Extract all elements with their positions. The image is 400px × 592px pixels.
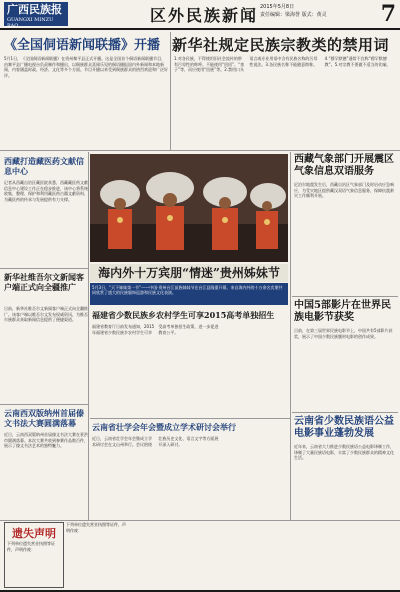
article-body: 近年来，云南省大力推进少数民族语公益电影译制工作，译制了大量民族语电影，丰富了少数民族群众的精神文化生活。 <box>294 444 394 460</box>
headline-tibet-medicine: 西藏打造藏医药文献信息中心 <box>4 156 84 176</box>
headline-tibet-weather: 西藏气象部门开展震区气象信息双语服务 <box>294 154 394 177</box>
issue-meta <box>260 3 380 19</box>
photo-caption-headline: 海内外十万宾朋“情迷”贵州姊妹节 <box>90 264 288 282</box>
notice-intro-repeat: 下列单位遗失营业执照等证件，声明作废： <box>66 522 126 533</box>
headline-calligraphy: 云南西双版纳州首届傣文书法大赛圆满落幕 <box>4 408 84 428</box>
notice-intro: 下列单位遗失营业执照等证件，声明作废： <box>7 541 55 552</box>
photo-caption-text: 5月3日，“天下姊妹第一节”——中国·贵州台江苗族姊妹节在台江县隆重开幕，来自海内外的十万余名宾朋共同欣赏了盛大的民族服饰巡游和民族文化表演。 <box>90 283 288 305</box>
section-divider <box>0 404 88 405</box>
headline-fujian-college: 福建省少数民族乡农村学生可享2015高考单独招生 <box>92 310 275 320</box>
logo-subtitle: GUANGXI MINZU BAO <box>7 17 54 29</box>
article-body: 尼泊尔地震发生后，西藏自治区气象部门及时启动应急响应，为受灾地区提供藏汉双语气象信息服务，保障抗震救灾工作顺利开展。 <box>294 182 394 198</box>
masthead <box>0 0 400 30</box>
editor-credit: 责任编辑：梁海誉 版式：黄灵 <box>260 12 327 18</box>
issue-date: 2015年5月8日 <box>260 4 295 10</box>
article-body: 5月1日，《全国侗语新闻联播》在贵州黎平县正式开播。这是全国首个侗语新闻联播节目，由黎平县广播电视台负责制作和播出，以侗族群众喜闻乐见的侗语播报国内外新闻和本地新闻，内容涵盖时政、经济、文化等多个方面。节目开播以来受到侗族群众的热烈欢迎和广泛好评。 <box>4 56 168 78</box>
section-divider <box>0 520 400 521</box>
lost-notice-box <box>4 522 64 588</box>
column-divider <box>290 152 291 520</box>
headline-xinhua-client: 新华社维吾尔文新闻客户端正式向全疆推广 <box>4 272 84 292</box>
notice-listings <box>66 522 316 588</box>
article-body: 福建省教育厅日前发布通知，2015年福建省少数民族乡农村学生可享受高考单独招生政策，进一步促进教育公平。 <box>92 324 219 335</box>
headline-china-films: 中国5部影片在世界民族电影节获奖 <box>294 300 391 323</box>
article-body: 记者从西藏自治区藏医院获悉，西藏藏医药文献信息中心建设工作正在稳步推进，该中心将系统收集、整理、保护和利用藏医药古籍文献资料，为藏医药的传承与发展提供有力支撑。 <box>4 180 88 202</box>
section-title: 区外民族新闻 <box>150 6 259 25</box>
article-body: 日前，在第三届世界民族电影节上，中国共有5部影片获奖，展示了中国少数民族题材电影的创作成果。 <box>294 328 393 339</box>
article-body: 近日，云南西双版纳州首届傣文书法大赛在景洪市圆满落幕。本次大赛共收到参赛作品数百件，展示了傣文书法艺术的独特魅力。 <box>4 432 88 448</box>
logo-text: 广西民族报 <box>7 3 62 16</box>
festival-photo-graphic <box>90 154 288 262</box>
column-divider <box>170 32 171 150</box>
notice-title: 遗失声明 <box>12 527 56 540</box>
headline-yunnan-film: 云南省少数民族语公益电影事业蓬勃发展 <box>294 416 394 439</box>
newspaper-logo <box>4 2 68 29</box>
section-divider <box>0 150 400 151</box>
article-body: 近日，云南省壮学会年会暨成立学术研讨会在文山州举行。会议围绕壮族历史文化、语言文字等方面展开深入研讨。 <box>92 436 219 447</box>
festival-photo <box>90 154 288 262</box>
article-body: 1.对各民族，不得使用旧社会流传的带有污辱性的称呼。不能使用“回回”、“蛮子”等，而应使用“回族”等。2.禁用口头语言或专业用语中含有民族名称的污辱性说法。3.各民族名称不能随意简称。4.“穆罕默德”通常不宜称“穆罕默德教”。5.对宗教不要做不适当的比喻。 <box>174 56 391 72</box>
section-divider <box>0 268 88 269</box>
headline-yunnan-ethnic: 云南省壮学会年会暨成立学术研讨会举行 <box>92 422 236 432</box>
page-number: 7 <box>380 1 396 27</box>
article-body: 日前，新华社维吾尔文新闻客户端正式向全疆推广。该客户端以维吾尔文发布权威资讯，为维吾尔族群众获取新闻信息提供了便捷渠道。 <box>4 306 88 322</box>
headline-dong-news: 《全国侗语新闻联播》开播 <box>4 38 161 53</box>
section-divider <box>292 412 398 413</box>
column-divider <box>88 152 89 520</box>
section-divider <box>292 296 398 297</box>
headline-banned-words: 新华社规定民族宗教类的禁用词 <box>172 36 390 54</box>
section-divider <box>90 418 290 419</box>
